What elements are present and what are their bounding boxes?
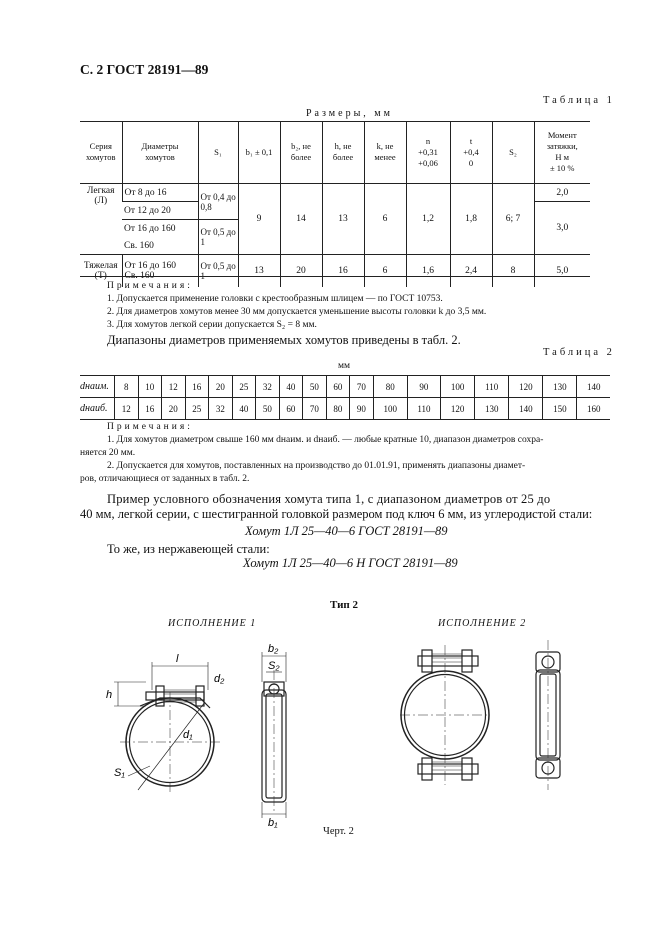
table2-label: Таблица 2 <box>543 347 615 358</box>
header-line: S₂ <box>509 146 517 157</box>
header-line: h, не <box>334 141 352 151</box>
example-code: Хомут 1Л 25—40—6 Н ГОСТ 28191—89 <box>243 556 458 570</box>
dim-s1: S₁ <box>114 767 125 779</box>
b2-cell: 14 <box>280 184 322 255</box>
k-cell: 6 <box>364 184 406 255</box>
header-line: S₁ <box>214 146 222 157</box>
notes1-item: 3. Для хомутов легкой серии допускается S₂ = 8 мм. <box>107 320 317 330</box>
table-cell: 130 <box>543 376 577 398</box>
notes1-item: 2. Для диаметров хомутов менее 30 мм допускается уменьшение высоты головки k до 3,5 мм. <box>107 307 487 317</box>
table-cell: 80 <box>373 376 407 398</box>
diam-b: Св. 160 <box>124 271 155 281</box>
header-line: b₁ ± 0,1 <box>245 146 273 157</box>
clamp-front-view-1 <box>114 662 220 792</box>
table-cell: 10 <box>138 376 162 398</box>
header-cell <box>122 121 198 184</box>
header-line: хомутов <box>85 152 116 162</box>
b2-cell: 20 <box>280 255 322 288</box>
table-cell: 20 <box>162 398 186 420</box>
header-line: более <box>332 152 354 162</box>
table-cell: 60 <box>279 398 303 420</box>
h-cell: 13 <box>322 184 364 255</box>
header-cell <box>280 121 322 184</box>
table-cell: 160 <box>577 398 610 420</box>
header-cell <box>198 121 238 184</box>
s2-cell: 8 <box>492 255 534 288</box>
header-line: t <box>469 135 473 146</box>
table-cell: 16 <box>138 398 162 420</box>
diam-cell: От 8 до 16 <box>122 184 198 202</box>
example-code: Хомут 1Л 25—40—6 ГОСТ 28191—89 <box>245 524 448 538</box>
notes2 <box>80 421 627 486</box>
header-line: затяжки, <box>546 141 578 151</box>
table-cell: 70 <box>350 376 374 398</box>
table-cell: 90 <box>407 376 440 398</box>
exec2-label: ИСПОЛНЕНИЕ 2 <box>438 618 527 629</box>
table-cell: 40 <box>279 376 303 398</box>
s1-cell: От 0,5 до 1 <box>198 220 238 255</box>
diam-cell: От 12 до 20 <box>122 202 198 220</box>
table-cell: 110 <box>475 376 509 398</box>
exec1-label: ИСПОЛНЕНИЕ 1 <box>168 618 257 629</box>
table-cell: 40 <box>232 398 256 420</box>
header-line: +0,06 <box>418 157 438 168</box>
notes2-line: ров, отличающиеся от заданных в табл. 2. <box>80 474 250 484</box>
header-line: k, не <box>376 141 394 151</box>
table-cell: 90 <box>350 398 374 420</box>
dim-d1: d₁ <box>183 729 193 741</box>
header-cell <box>80 121 122 184</box>
moment-cell: 5,0 <box>534 255 590 288</box>
header-line: хомутов <box>145 152 175 162</box>
type-title: Тип 2 <box>330 599 358 611</box>
diam-a: От 16 до 160 <box>124 261 176 271</box>
header-line: +0,4 <box>463 146 479 157</box>
table1-header-row <box>80 121 590 184</box>
k-cell: 6 <box>364 255 406 288</box>
example-line: Пример условного обозначения хомута типа 1, с диапазоном диаметров от 25 до <box>107 492 551 506</box>
header-line: Н м <box>555 152 570 162</box>
header-line: Момент <box>547 130 577 140</box>
table-cell: 25 <box>185 398 209 420</box>
series-light: Легкая (Л) <box>86 186 115 206</box>
series-heavy: Тяжелая (Т) <box>80 255 122 288</box>
clamp-front-view-2 <box>400 645 490 785</box>
dim-d2: d₂ <box>214 673 225 685</box>
table-cell: 150 <box>543 398 577 420</box>
table-cell: 140 <box>509 398 543 420</box>
table-cell: 12 <box>162 376 186 398</box>
header-cell <box>322 121 364 184</box>
clamp-side-view-2 <box>536 640 560 790</box>
header-line: n <box>425 135 431 146</box>
header-line: Диаметры <box>141 141 179 151</box>
header-cell <box>238 121 280 184</box>
table-cell: 8 <box>115 376 139 398</box>
diam-cell: От 16 до 160 <box>122 220 198 238</box>
t-cell: 1,8 <box>450 184 492 255</box>
row-head: dнаиб. <box>80 403 108 414</box>
dim-b1: b₁ <box>268 817 278 829</box>
table-cell: 100 <box>373 398 407 420</box>
table-cell: 32 <box>209 398 233 420</box>
table1 <box>80 121 590 287</box>
header-line: Серия <box>89 141 112 151</box>
header-cell <box>406 121 450 184</box>
b1-cell: 13 <box>238 255 280 288</box>
notes1 <box>107 280 486 332</box>
table-cell: 120 <box>441 398 475 420</box>
table-cell: 120 <box>509 376 543 398</box>
notes2-line: няется 20 мм. <box>80 448 136 458</box>
table-cell: 50 <box>303 376 327 398</box>
table-cell: 50 <box>256 398 280 420</box>
table-cell: 16 <box>185 376 209 398</box>
table-cell: 100 <box>441 376 475 398</box>
table-cell: 130 <box>475 398 509 420</box>
header-cell <box>492 121 534 184</box>
table-cell: 12 <box>115 398 139 420</box>
table-cell: 80 <box>326 398 350 420</box>
notes2-title: Примечания: <box>107 422 193 432</box>
paragraph: Диапазоны диаметров применяемых хомутов приведены в табл. 2. <box>107 333 461 347</box>
moment-cell: 2,0 <box>534 184 590 202</box>
header-line: менее <box>374 152 396 162</box>
dim-s2: S₂ <box>268 660 280 672</box>
page-header: С. 2 ГОСТ 28191—89 <box>80 62 209 77</box>
dim-b2: b₂ <box>268 643 279 655</box>
notes1-title: Примечания: <box>107 281 193 291</box>
table-row <box>80 376 610 398</box>
header-line: более <box>290 152 312 162</box>
n-cell: 1,6 <box>406 255 450 288</box>
moment-cell: 3,0 <box>534 202 590 255</box>
notes2-line: 2. Допускается для хомутов, поставленных на производство до 01.01.91, применять диапазоны диамет- <box>107 461 526 471</box>
table2-unit: мм <box>338 361 351 371</box>
header-line: ± 10 % <box>550 163 575 173</box>
table2 <box>80 375 610 420</box>
b1-cell: 9 <box>238 184 280 255</box>
table-row <box>80 184 590 202</box>
table1-caption: Размеры, мм <box>306 108 393 119</box>
table-cell: 60 <box>326 376 350 398</box>
table-cell: 110 <box>407 398 440 420</box>
s2-cell: 6; 7 <box>492 184 534 255</box>
clamp-side-view-1 <box>262 652 286 818</box>
h-cell: 16 <box>322 255 364 288</box>
n-cell: 1,2 <box>406 184 450 255</box>
header-line: +0,31 <box>418 146 438 157</box>
example-line: То же, из нержавеющей стали: <box>107 542 270 556</box>
table-cell: 70 <box>303 398 327 420</box>
header-line: 0 <box>468 157 474 168</box>
drawing <box>0 630 661 830</box>
header-line: b₂, не <box>291 141 311 151</box>
dim-l: l <box>176 653 179 665</box>
s1-cell: От 0,5 до 1 <box>198 255 238 288</box>
header-cell <box>534 121 590 184</box>
diam-cell: Св. 160 <box>124 240 154 251</box>
notes2-line: 1. Для хомутов диаметром свыше 160 мм dнаим. и dнаиб. — любые кратные 10, диапазон диаметров сохра- <box>107 435 544 445</box>
table-row <box>80 398 610 420</box>
table-cell: 25 <box>232 376 256 398</box>
row-head: dнаим. <box>80 376 115 398</box>
dim-h: h <box>106 689 113 701</box>
table-cell: 20 <box>209 376 233 398</box>
header-cell <box>450 121 492 184</box>
table1-label: Таблица 1 <box>543 95 615 106</box>
example-line: 40 мм, легкой серии, с шестигранной головкой размером под ключ 6 мм, из углеродистой стали: <box>80 507 593 521</box>
table-cell: 32 <box>256 376 280 398</box>
notes1-item: 1. Допускается применение головки с крестообразным шлицем — по ГОСТ 10753. <box>107 294 443 304</box>
figure-caption: Черт. 2 <box>323 826 354 837</box>
t-cell: 2,4 <box>450 255 492 288</box>
s1-cell: От 0,4 до 0,8 <box>198 184 238 220</box>
header-cell <box>364 121 406 184</box>
table-cell: 140 <box>577 376 610 398</box>
